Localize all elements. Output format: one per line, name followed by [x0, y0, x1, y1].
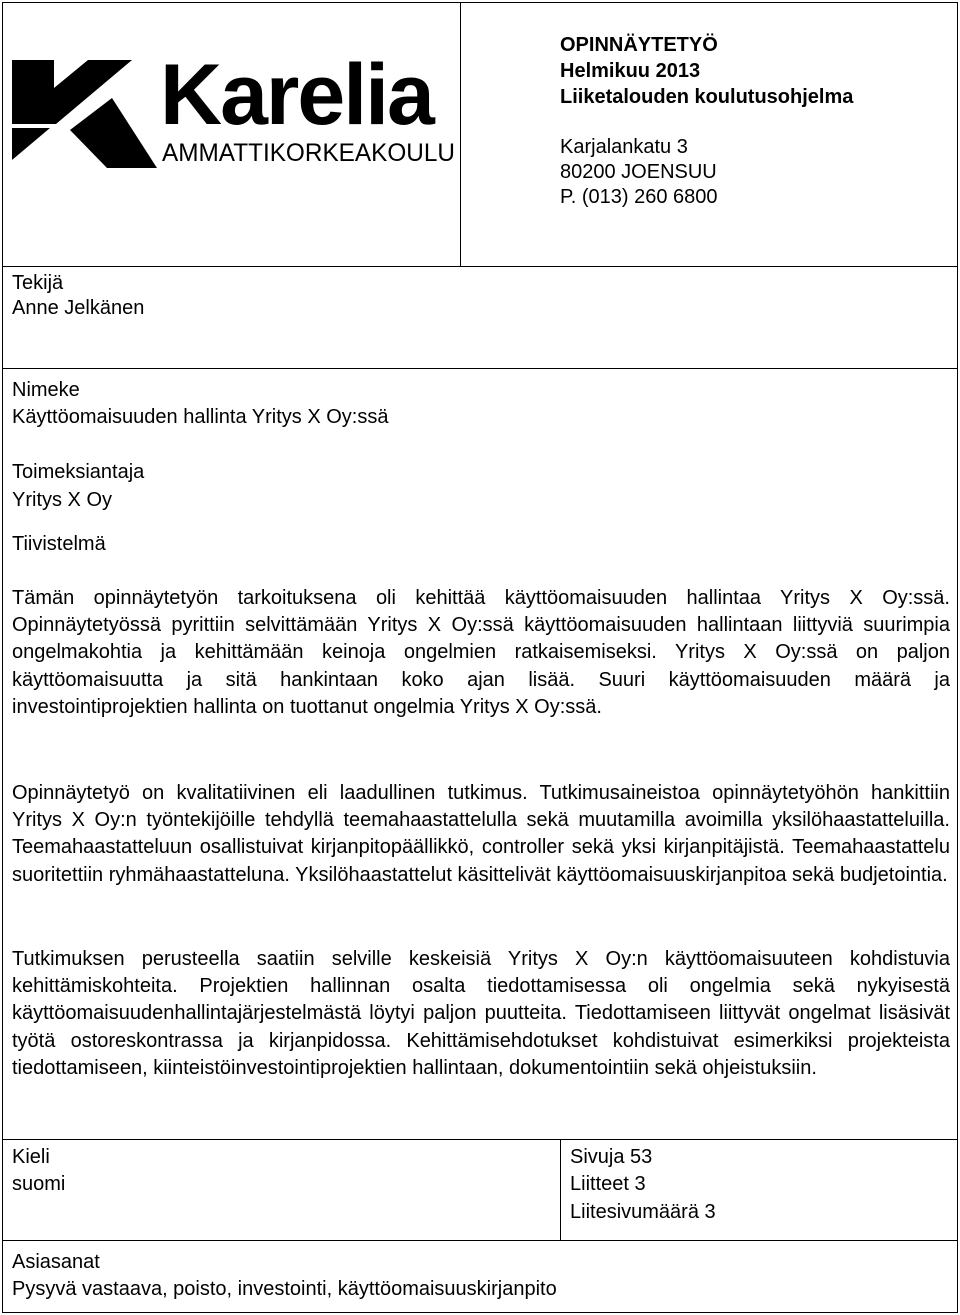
appendix-count: Liitteet 3 [570, 1173, 646, 1195]
keywords-label: Asiasanat [12, 1251, 100, 1273]
commissioner-name: Yritys X Oy [12, 489, 113, 511]
abstract-paragraph-1: Tämän opinnäytetyön tarkoituksena oli kehittää käyttöomaisuuden hallintaa Yritys X Oy:ssä. Opinnäytetyössä pyrittiin selvittämään Yritys X Oy:ssä käyttöomaisuuden hallintaan liittyviä suurimpia ongelmakohtia ja kehittämään keinoja ongelmien ratkaisemiseksi. Yritys X Oy:ssä on paljon käyttöomaisuutta ja sitä hankintaan koko ajan lisää. Suuri käyttöomaisuuden määrä ja investointiprojektien hallinta on tuottanut ongelmia Yritys X Oy:ssä. [12, 587, 950, 718]
author-label: Tekijä [12, 272, 64, 294]
language-value: suomi [12, 1173, 66, 1195]
phone-number: P. (013) 260 6800 [560, 186, 718, 208]
abstract-label: Tiivistelmä [12, 533, 106, 555]
karelia-logo [12, 58, 460, 168]
author-name: Anne Jelkänen [12, 297, 145, 319]
commissioner-label: Toimeksiantaja [12, 461, 145, 483]
author-box [2, 266, 958, 369]
keywords-value: Pysyvä vastaava, poisto, investointi, käyttöomaisuuskirjanpito [12, 1278, 557, 1300]
language-box [2, 1139, 561, 1241]
appendix-page-count: Liitesivumäärä 3 [570, 1201, 716, 1223]
degree-program: Liiketalouden koulutusohjelma [560, 86, 854, 108]
page-count: Sivuja 53 [570, 1146, 653, 1168]
logo-wordmark: Karelia [160, 58, 433, 143]
abstract-paragraph-3: Tutkimuksen perusteella saatiin selville keskeisiä Yritys X Oy:n käyttöomaisuuteen kohdistuvia kehittämiskohteita. Projektien hallinnan osalta tiedottamisessa oli ongelmia sekä nykyisestä käyttöomaisuudenhallintajärjestelmästä löytyi paljon puutteita. Tiedottamiseen liittyvät ongelmat lisäsivät työtä ostoreskontrassa ja kirjanpidossa. Kehittämisehdotukset kohdistuivat esimerkiksi projekteista tiedottamiseen, kiinteistöinvestointiprojektien hallintaan, dokumentointiin sekä ohjeistuksiin. [12, 948, 950, 1079]
address-city: 80200 JOENSUU [560, 161, 717, 183]
doc-date: Helmikuu 2013 [560, 60, 701, 82]
title-label: Nimeke [12, 379, 80, 401]
language-label: Kieli [12, 1146, 50, 1168]
thesis-title: Käyttöomaisuuden hallinta Yritys X Oy:ssä [12, 406, 389, 428]
doc-type: OPINNÄYTETYÖ [560, 34, 718, 56]
address-street: Karjalankatu 3 [560, 136, 688, 158]
abstract-paragraph-2: Opinnäytetyö on kvalitatiivinen eli laadullinen tutkimus. Tutkimusaineistoa opinnäytetyöhön hankittiin Yritys X Oy:n työntekijöille tehdyllä teemahaastattelulla sekä muutamilla avoimilla yksilöhaastatteluilla. Teemahaastatteluun osallistuivat kirjanpitopäällikkö, controller sekä yksi kirjanpitäjistä. Teemahaastattelu suoritettiin ryhmähaastatteluna. Yksilöhaastattelut käsittelivät käyttöomaisuuskirjanpitoa sekä budjetointia. [12, 782, 950, 886]
logo-subtitle: AMMATTIKORKEAKOULU [162, 139, 455, 167]
